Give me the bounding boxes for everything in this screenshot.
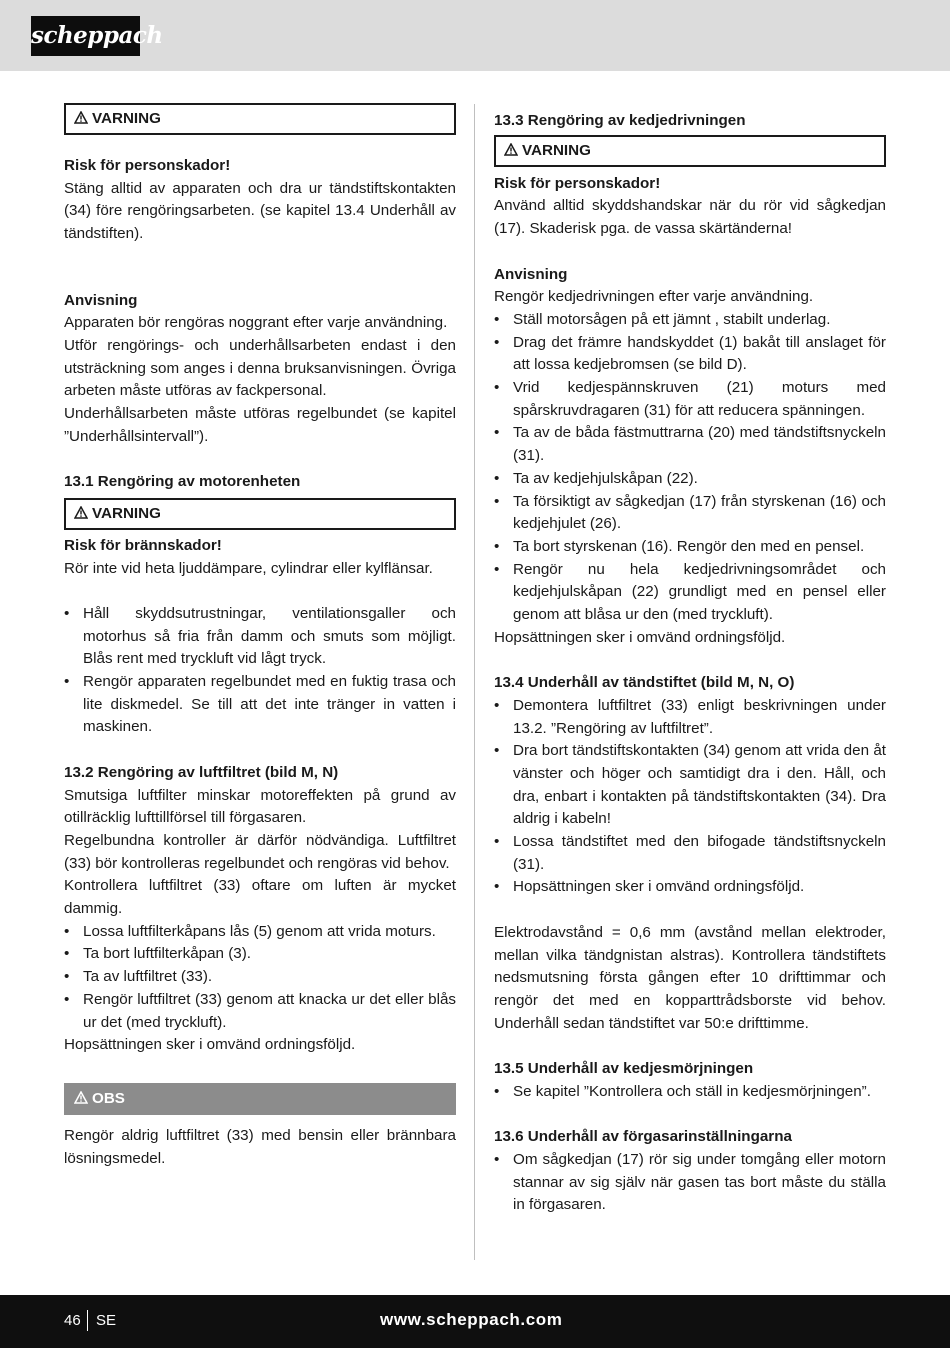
list-item: • Dra bort tändstiftskontakten (34) genom att vrida den åt vänster och höger och samtidigt dra i den. Håll, och dra, enbart i kontakten på tändstiftskontakten (34). Dra aldrig i kabeln! xyxy=(494,740,886,831)
list-item: • Hopsättningen sker i omvänd ordningsföljd. xyxy=(494,876,886,899)
list-item: • Ta av de båda fästmuttrarna (20) med tändstiftsnyckeln (31). xyxy=(494,422,886,467)
list-item: • Ta bort styrskenan (16). Rengör den med en pensel. xyxy=(494,536,886,559)
obs-label: OBS xyxy=(92,1089,125,1107)
list-item: • Lossa luftfilterkåpans lås (5) genom att vrida moturs. xyxy=(64,921,456,944)
paragraph: Smutsiga luftfilter minskar motoreffekten på grund av otillräcklig lufttillförsel till förgasaren. xyxy=(64,786,456,827)
note-line: Underhållsarbeten måste utföras regelbundet (se kapitel ”Underhållsintervall”). xyxy=(64,405,456,445)
list-item: • Vrid kedjespännskruven (21) moturs med spårskruvdragaren (31) för att reducera spänningen. xyxy=(494,377,886,422)
list-item: • Rengör apparaten regelbundet med en fuktig trasa och lite diskmedel. Se till att det inte tränger in vatten i maskinen. xyxy=(64,671,456,739)
section-heading-13-3: 13.3 Rengöring av kedjedrivningen xyxy=(494,112,746,129)
note-line: Apparaten bör rengöras noggrant efter varje användning. xyxy=(64,314,448,332)
paragraph: Elektrodavstånd = 0,6 mm (avstånd mellan elektroder, mellan vilka tändgnistan alstras). Kontrollera tändstiftets nedsmutsning första gången efter 10 drifttimmar och rengör det med en kopparttrådsborste vid behov. Underhåll sedan tändstiftet var 50:e drifttimme. xyxy=(494,923,886,1032)
list-item: • Ta bort luftfilterkåpan (3). xyxy=(64,943,456,966)
warning-triangle-icon xyxy=(504,138,518,166)
warning-triangle-icon xyxy=(74,106,88,134)
reassembly-note: Hopsättningen sker i omvänd ordningsföljd. xyxy=(494,628,786,646)
page-footer xyxy=(0,1295,950,1348)
risk-text: Stäng alltid av apparaten och dra ur tändstiftskontakten (34) före rengöringsarbeten. (se kapitel 13.4 Underhåll av tändstiften). xyxy=(64,179,456,243)
bullet-list xyxy=(64,603,456,739)
list-item: • Rengör luftfiltret (33) genom att knacka ur det eller blås ur det (med tryckluft). xyxy=(64,989,456,1034)
bullet-list xyxy=(494,1081,886,1104)
warning-label: VARNING xyxy=(92,110,161,127)
section-heading-13-6: 13.6 Underhåll av förgasarinställningarna xyxy=(494,1128,792,1146)
section-heading-13-2: 13.2 Rengöring av luftfiltret (bild M, N) xyxy=(64,763,339,781)
obs-box xyxy=(64,1083,456,1115)
note-line: Utför rengörings- och underhållsarbeten endast i den utsträckning som anges i denna bruksanvisningen. Övriga arbeten måste utföras av fackpersonal. xyxy=(64,336,456,400)
paragraph: Regelbundna kontroller är därför nödvändiga. Luftfiltret (33) bör kontrolleras regelbundet och rengöras vid behov. xyxy=(64,831,456,872)
list-item: • Ta försiktigt av sågkedjan (17) från styrskenan (16) och kedjehjulet (26). xyxy=(494,491,886,536)
warning-label: VARNING xyxy=(522,141,591,159)
right-column xyxy=(494,110,886,1217)
warning-box xyxy=(494,135,886,167)
scheppach-logo: scheppach xyxy=(31,16,140,56)
bullet-list xyxy=(494,309,886,627)
reassembly-note: Hopsättningen sker i omvänd ordningsföljd. xyxy=(64,1036,356,1054)
obs-text: Rengör aldrig luftfiltret (33) med bensin eller brännbara lösningsmedel. xyxy=(64,1126,456,1167)
website-link[interactable]: www.scheppach.com xyxy=(380,1310,563,1329)
note-text: Rengör kedjedrivningen efter varje användning. xyxy=(494,288,814,306)
paragraph: Kontrollera luftfiltret (33) oftare om luften är mycket dammig. xyxy=(64,877,456,918)
list-item: • Ta av luftfiltret (33). xyxy=(64,966,456,989)
section-heading-13-5: 13.5 Underhåll av kedjesmörjningen xyxy=(494,1060,754,1078)
warning-label: VARNING xyxy=(92,504,161,522)
list-item: • Lossa tändstiftet med den bifogade tändstiftsnyckeln (31). xyxy=(494,831,886,876)
bullet-list xyxy=(494,1149,886,1217)
list-item: • Håll skyddsutrustningar, ventilationsgaller och motorhus så fria från damm och smuts som möjligt. Blås rent med tryckluft vid lågt tryck. xyxy=(64,603,456,671)
risk-title: Risk för personskador! xyxy=(494,174,661,192)
warning-triangle-icon xyxy=(74,1084,88,1116)
list-item: • Rengör nu hela kedjedrivningsområdet och kedjehjulskåpan (22) grundligt med en pensel eller genom att blåsa ur den (med tryckluft). xyxy=(494,559,886,627)
note-title: Anvisning xyxy=(64,291,138,309)
list-item: • Ta av kedjehjulskåpan (22). xyxy=(494,468,886,491)
page-number: 46 xyxy=(64,1312,81,1329)
list-item: • Ställ motorsågen på ett jämnt , stabilt underlag. xyxy=(494,309,886,332)
language-code: SE xyxy=(96,1312,117,1329)
warning-box xyxy=(64,103,456,135)
section-heading-13-1: 13.1 Rengöring av motorenheten xyxy=(64,473,301,491)
risk-title: Risk för brännskador! xyxy=(64,536,222,554)
bullet-list xyxy=(64,921,456,1035)
left-column xyxy=(64,103,456,1170)
risk-text: Använd alltid skyddshandskar när du rör vid sågkedjan (17). Skaderisk pga. de vassa skärtänderna! xyxy=(494,197,886,238)
page-header xyxy=(0,0,950,71)
risk-text: Rör inte vid heta ljuddämpare, cylindrar eller kylflänsar. xyxy=(64,559,433,577)
risk-title: Risk för personskador! xyxy=(64,157,231,174)
column-divider xyxy=(474,104,475,1260)
bullet-list xyxy=(494,695,886,899)
list-item: • Demontera luftfiltret (33) enligt beskrivningen under 13.2. ”Rengöring av luftfiltret”. xyxy=(494,695,886,740)
list-item: • Drag det främre handskyddet (1) bakåt till anslaget för att lossa kedjebromsen (se bild D). xyxy=(494,332,886,377)
list-item: • Se kapitel ”Kontrollera och ställ in kedjesmörjningen”. xyxy=(494,1081,886,1104)
section-heading-13-4: 13.4 Underhåll av tändstiftet (bild M, N, O) xyxy=(494,674,795,692)
warning-box xyxy=(64,498,456,530)
note-title: Anvisning xyxy=(494,265,568,283)
list-item: • Om sågkedjan (17) rör sig under tomgång eller motorn stannar av sig själv när gasen tas bort måste du ställa in förgasaren. xyxy=(494,1149,886,1217)
footer-separator xyxy=(87,1310,88,1331)
warning-triangle-icon xyxy=(74,501,88,529)
